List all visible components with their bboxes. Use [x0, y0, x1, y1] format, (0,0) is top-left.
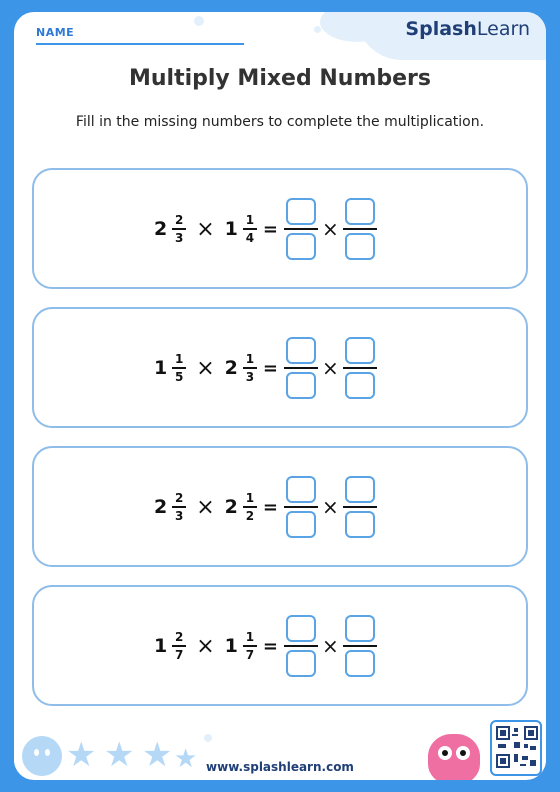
answer-fraction: [284, 615, 318, 677]
denominator: 7: [175, 648, 184, 662]
numerator: 1: [245, 352, 255, 366]
answer-box[interactable]: [345, 650, 375, 677]
worksheet-title: Multiply Mixed Numbers: [128, 66, 431, 91]
times-sign: ×: [322, 217, 339, 241]
answer-box[interactable]: [345, 615, 375, 642]
denominator: 2: [245, 509, 255, 523]
problem-card: [32, 307, 528, 428]
fraction: [243, 630, 257, 662]
problem-expression: [154, 611, 377, 681]
mixed-whole: 1: [154, 357, 168, 379]
denominator: 3: [175, 509, 184, 523]
problem-card: [32, 168, 528, 289]
problem-expression: [154, 194, 377, 264]
mixed-whole: 2: [224, 496, 238, 518]
decor-dot: [314, 26, 321, 33]
mixed-whole: 1: [154, 635, 168, 657]
denominator: 3: [245, 370, 255, 384]
times-sign: ×: [322, 356, 339, 380]
answer-box[interactable]: [286, 198, 316, 225]
fraction: [172, 630, 186, 662]
numerator: 2: [175, 630, 184, 644]
star-icon: ★: [104, 735, 135, 775]
answer-fraction: [284, 476, 318, 538]
answer-box[interactable]: [286, 476, 316, 503]
numerator: 1: [245, 213, 255, 227]
times-sign: ×: [196, 633, 215, 659]
fraction: [243, 352, 257, 384]
denominator: 3: [175, 231, 184, 245]
numerator: 1: [245, 491, 255, 505]
problem-expression: [154, 333, 377, 403]
pink-monster-mascot-icon: [428, 734, 480, 780]
answer-box[interactable]: [286, 615, 316, 642]
worksheet: [14, 12, 546, 780]
fraction: [172, 352, 186, 384]
splashlearn-logo: [405, 18, 530, 40]
mixed-whole: 1: [224, 218, 238, 240]
logo-text-1: Splash: [405, 18, 477, 40]
answer-fraction: [343, 198, 377, 260]
answer-fraction: [343, 615, 377, 677]
mixed-whole: 2: [224, 357, 238, 379]
name-label: NAME: [36, 26, 75, 39]
name-line[interactable]: [36, 43, 244, 45]
mixed-whole: 1: [224, 635, 238, 657]
times-sign: ×: [322, 495, 339, 519]
fraction: [172, 213, 186, 245]
answer-box[interactable]: [286, 337, 316, 364]
fraction: [172, 491, 186, 523]
answer-box[interactable]: [345, 198, 375, 225]
qr-code-icon[interactable]: [490, 720, 542, 776]
mixed-whole: 2: [154, 218, 168, 240]
times-sign: ×: [196, 355, 215, 381]
fraction: [243, 213, 257, 245]
answer-box[interactable]: [286, 372, 316, 399]
answer-box[interactable]: [345, 337, 375, 364]
equals-sign: =: [262, 496, 278, 518]
answer-box[interactable]: [286, 233, 316, 260]
denominator: 7: [245, 648, 255, 662]
problem-card: [32, 446, 528, 567]
problem-expression: [154, 472, 377, 542]
decor-dot: [194, 16, 204, 26]
star-icon: ★: [174, 744, 198, 774]
problem-card: [32, 585, 528, 706]
answer-fraction: [284, 337, 318, 399]
denominator: 4: [245, 231, 255, 245]
numerator: 1: [245, 630, 255, 644]
answer-fraction: [343, 476, 377, 538]
times-sign: ×: [322, 634, 339, 658]
times-sign: ×: [196, 494, 215, 520]
numerator: 1: [175, 352, 184, 366]
star-icon: ★: [142, 735, 173, 775]
denominator: 5: [175, 370, 184, 384]
qr-code-graphic: [496, 726, 538, 768]
times-sign: ×: [196, 216, 215, 242]
decor-dot: [204, 734, 212, 742]
star-icon: ★: [66, 735, 97, 775]
logo-text-2: Learn: [476, 18, 530, 40]
answer-box[interactable]: [345, 372, 375, 399]
answer-box[interactable]: [286, 511, 316, 538]
numerator: 2: [175, 213, 184, 227]
equals-sign: =: [262, 218, 278, 240]
numerator: 2: [175, 491, 184, 505]
answer-box[interactable]: [345, 476, 375, 503]
answer-fraction: [284, 198, 318, 260]
instructions: Fill in the missing numbers to complete the multiplication.: [75, 114, 485, 130]
answer-box[interactable]: [345, 511, 375, 538]
fraction: [243, 491, 257, 523]
answer-box[interactable]: [345, 233, 375, 260]
answer-fraction: [343, 337, 377, 399]
mixed-whole: 2: [154, 496, 168, 518]
answer-box[interactable]: [286, 650, 316, 677]
equals-sign: =: [262, 635, 278, 657]
equals-sign: =: [262, 357, 278, 379]
footer-url[interactable]: www.splashlearn.com: [206, 760, 354, 774]
